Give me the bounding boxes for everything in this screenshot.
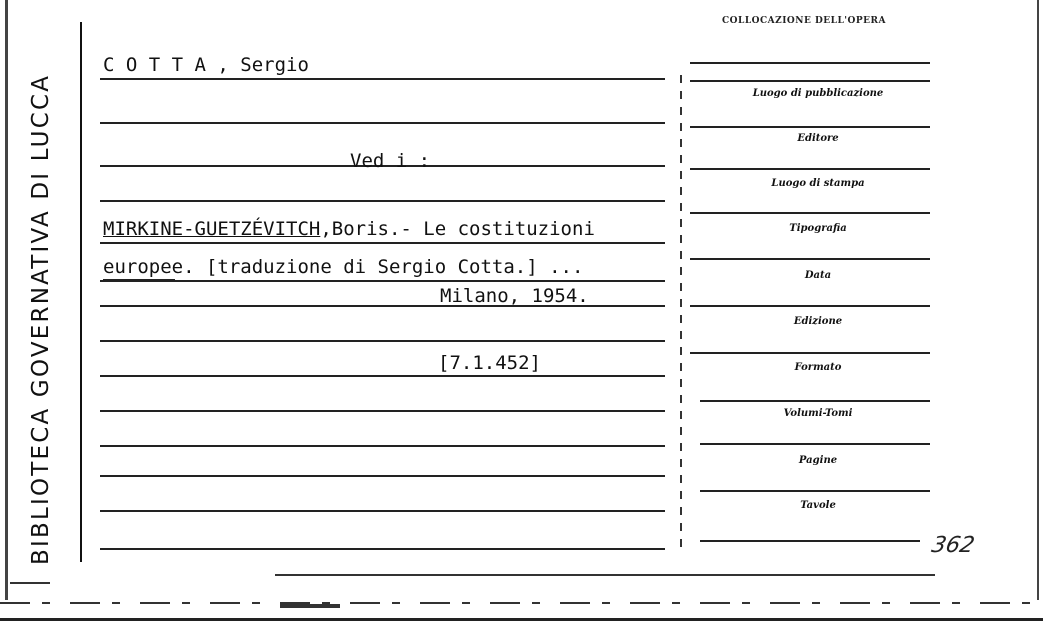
shelfmark: [7.1.452] (438, 352, 541, 374)
field-luogo-pubblicazione: Luogo di pubblicazione (752, 88, 884, 99)
card-heading: C O T T A , Sergio (103, 54, 309, 76)
see-reference-label: Ved i : (350, 150, 431, 172)
field-edizione: Edizione (793, 316, 843, 327)
field-formato: Formato (794, 362, 842, 373)
field-data: Data (804, 270, 832, 281)
entry-line-3: Milano, 1954. (440, 285, 589, 307)
entry-line-2-underline (103, 279, 175, 281)
field-volumi-tomi: Volumi-Tomi (783, 408, 853, 419)
right-edge-rule (1037, 0, 1039, 600)
left-edge-rule (5, 0, 8, 600)
field-pagine: Pagine (798, 455, 838, 466)
entry-author: MIRKINE-GUETZÉVITCH (103, 218, 321, 240)
library-name-vertical: BIBLIOTECA GOVERNATIVA DI LUCCA (28, 73, 54, 565)
field-luogo-stampa: Luogo di stampa (771, 178, 865, 189)
panel-divider (680, 75, 682, 555)
field-tipografia: Tipografia (789, 223, 847, 234)
entry-title-start: ,Boris.- Le costituzioni (320, 218, 595, 240)
entry-line-2: europee. [traduzione di Sergio Cotta.] ... (103, 256, 584, 278)
entry-line-1 (103, 218, 595, 240)
left-margin-rule (80, 22, 82, 562)
field-editore: Editore (797, 133, 839, 144)
right-panel-title: COLLOCAZIONE DELL'OPERA (722, 16, 886, 26)
field-tavole: Tavole (800, 500, 836, 511)
handwritten-number: 362 (929, 533, 977, 558)
